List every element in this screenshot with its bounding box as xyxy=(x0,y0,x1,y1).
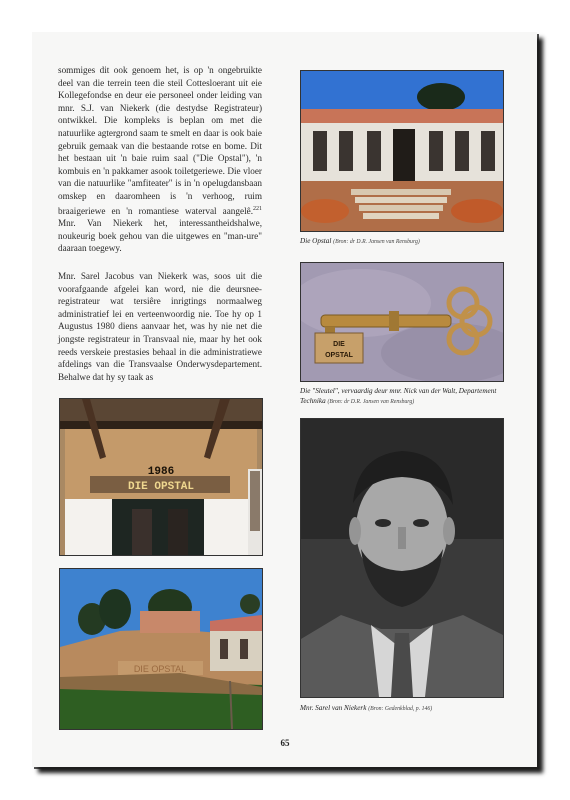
key-tag-line1: DIE xyxy=(333,341,345,348)
photo-opstal-sign xyxy=(59,398,263,556)
caption-portrait: Mnr. Sarel van Niekerk (Bron: Gedenkblad, p. 146) xyxy=(300,704,433,712)
photo-opstal-hill xyxy=(59,568,263,730)
paragraph-2: Mnr. Sarel Jacobus van Niekerk was, soos uit die voorafgaande afgelei kan word, nie die deursnee-registrateur wat tersiêre inrigtings normaalweg administratief lei en verteenwoordig nie. Toe hy op 1 Augustus 1980 diens aanvaar het, was hy nie net die jongste registrateur in Transvaal nie, maar hy het ook reeds verskeie prestasies behaal in die administratiewe afdelings van die Transvaalse Onderwysdepartement. Behalwe dat hy sy taak as xyxy=(58,271,262,382)
caption-key: Die "Sleutel", vervaardig deur mnr. Nick van der Walt, Departement Technika (Bron: dr D.R. Jansen van Rensburg) xyxy=(300,387,497,405)
sign-year: 1986 xyxy=(147,466,175,478)
sign-name: DIE OPSTAL xyxy=(127,481,195,493)
caption-opstal: Die Opstal (Bron: dr D.R. Jansen van Rensburg) xyxy=(300,237,420,245)
photo-key xyxy=(300,262,504,382)
photo-opstal xyxy=(300,70,504,232)
page-number: 65 xyxy=(280,738,290,748)
paragraph-1: sommiges dit ook genoem het, is op 'n ongebruikte deel van die terrein teen die steil Cottesloerant uit eie Kollegefondse en deur eie personeel onder leiding van mnr. S.J. van Niekerk (die destydse Registrateur) ontwikkel. Die kompleks is beplan om met die natuurlike agtergrond saam te smelt en daar is ook baie gebruik gemaak van die bestaande rotse en bome. Dit het bestaan uit 'n baie ruim saal ("Die Opstal"), 'n kombuis en 'n pakkamer asook toiletgeriewe. Die vloer van die natuurlike "amfiteater" is in 'n opelugdansbaan omskep en daaromheen is 'n verhoog, ruim braaigeriewe en 'n romantiese waterval aangelê.$^{221}$ Mnr. Van Niekerk het, interessantheidshalwe, noukeurig boek gehou van die uitgewes en "man-ure" daaraan toegewy. xyxy=(58,65,262,254)
footnote-ref: 221 xyxy=(253,205,262,212)
photo-portrait xyxy=(300,418,504,698)
wall-text: DIE OPSTAL xyxy=(133,664,187,674)
key-tag-line2: OPSTAL xyxy=(325,352,353,359)
